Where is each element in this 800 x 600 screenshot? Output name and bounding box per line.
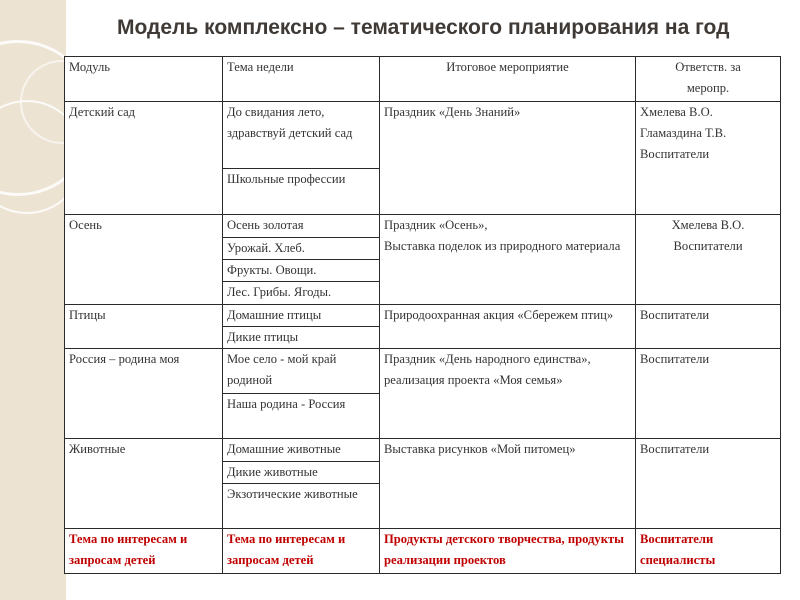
event-cell [380,215,636,305]
page-title: Модель комплексно – тематического планирования на год [117,16,730,39]
table-row [65,215,781,238]
table-header-row [65,57,781,102]
event-cell: Праздник «День народного единства», реализация проекта «Моя семья» [380,349,636,439]
header-topic: Тема недели [223,57,380,102]
header-responsible [636,57,781,102]
event-cell: Продукты детского творчества, продукты реализации проектов [380,529,636,574]
module-cell: Животные [65,439,223,529]
responsible-line: Воспитатели [673,239,743,253]
responsible-line: Гламаздина Т.В. [640,126,727,140]
table-row [65,305,781,327]
topic-cell: До свидания лето, здравствуй детский сад [223,102,380,169]
topic-cell: Осень золотая [223,215,380,238]
event-line: Праздник «Осень», [384,218,488,232]
topic-cell: Домашние птицы [223,305,380,327]
module-cell: Тема по интересам и запросам детей [65,529,223,574]
topic-cell: Экзотические животные [223,484,380,529]
header-event: Итоговое мероприятие [380,57,636,102]
decorative-left-panel [0,0,66,600]
event-cell: Выставка рисунков «Мой питомец» [380,439,636,529]
responsible-cell [636,215,781,305]
responsible-cell: Воспитатели [636,439,781,529]
topic-cell: Домашние животные [223,439,380,462]
header-responsible-line1: Ответств. за [675,60,741,74]
topic-cell: Мое село - мой край родиной [223,349,380,394]
responsible-line: Хмелева В.О. [671,218,745,232]
responsible-line: Воспитатели [640,147,710,161]
table-row [65,102,781,169]
topic-cell: Фрукты. Овощи. [223,260,380,282]
topic-cell: Лес. Грибы. Ягоды. [223,282,380,305]
topic-cell: Дикие животные [223,462,380,484]
topic-cell: Урожай. Хлеб. [223,238,380,260]
table-row [65,439,781,462]
responsible-line: Хмелева В.О. [640,105,713,119]
responsible-cell: Воспитатели [636,349,781,439]
topic-cell: Школьные профессии [223,169,380,215]
responsible-cell [636,102,781,215]
topic-cell: Тема по интересам и запросам детей [223,529,380,574]
header-module: Модуль [65,57,223,102]
topic-cell: Дикие птицы [223,327,380,349]
module-cell: Детский сад [65,102,223,215]
event-cell: Природоохранная акция «Сбережем птиц» [380,305,636,349]
responsible-cell: Воспитатели специалисты [636,529,781,574]
table-row-interests [65,529,781,574]
header-responsible-line2: меропр. [686,81,730,95]
planning-table [64,56,781,574]
module-cell: Россия – родина моя [65,349,223,439]
event-cell: Праздник «День Знаний» [380,102,636,215]
responsible-cell: Воспитатели [636,305,781,349]
topic-cell: Наша родина - Россия [223,394,380,439]
table-row [65,349,781,394]
module-cell: Птицы [65,305,223,349]
module-cell: Осень [65,215,223,305]
event-line: Выставка поделок из природного материала [384,239,621,253]
